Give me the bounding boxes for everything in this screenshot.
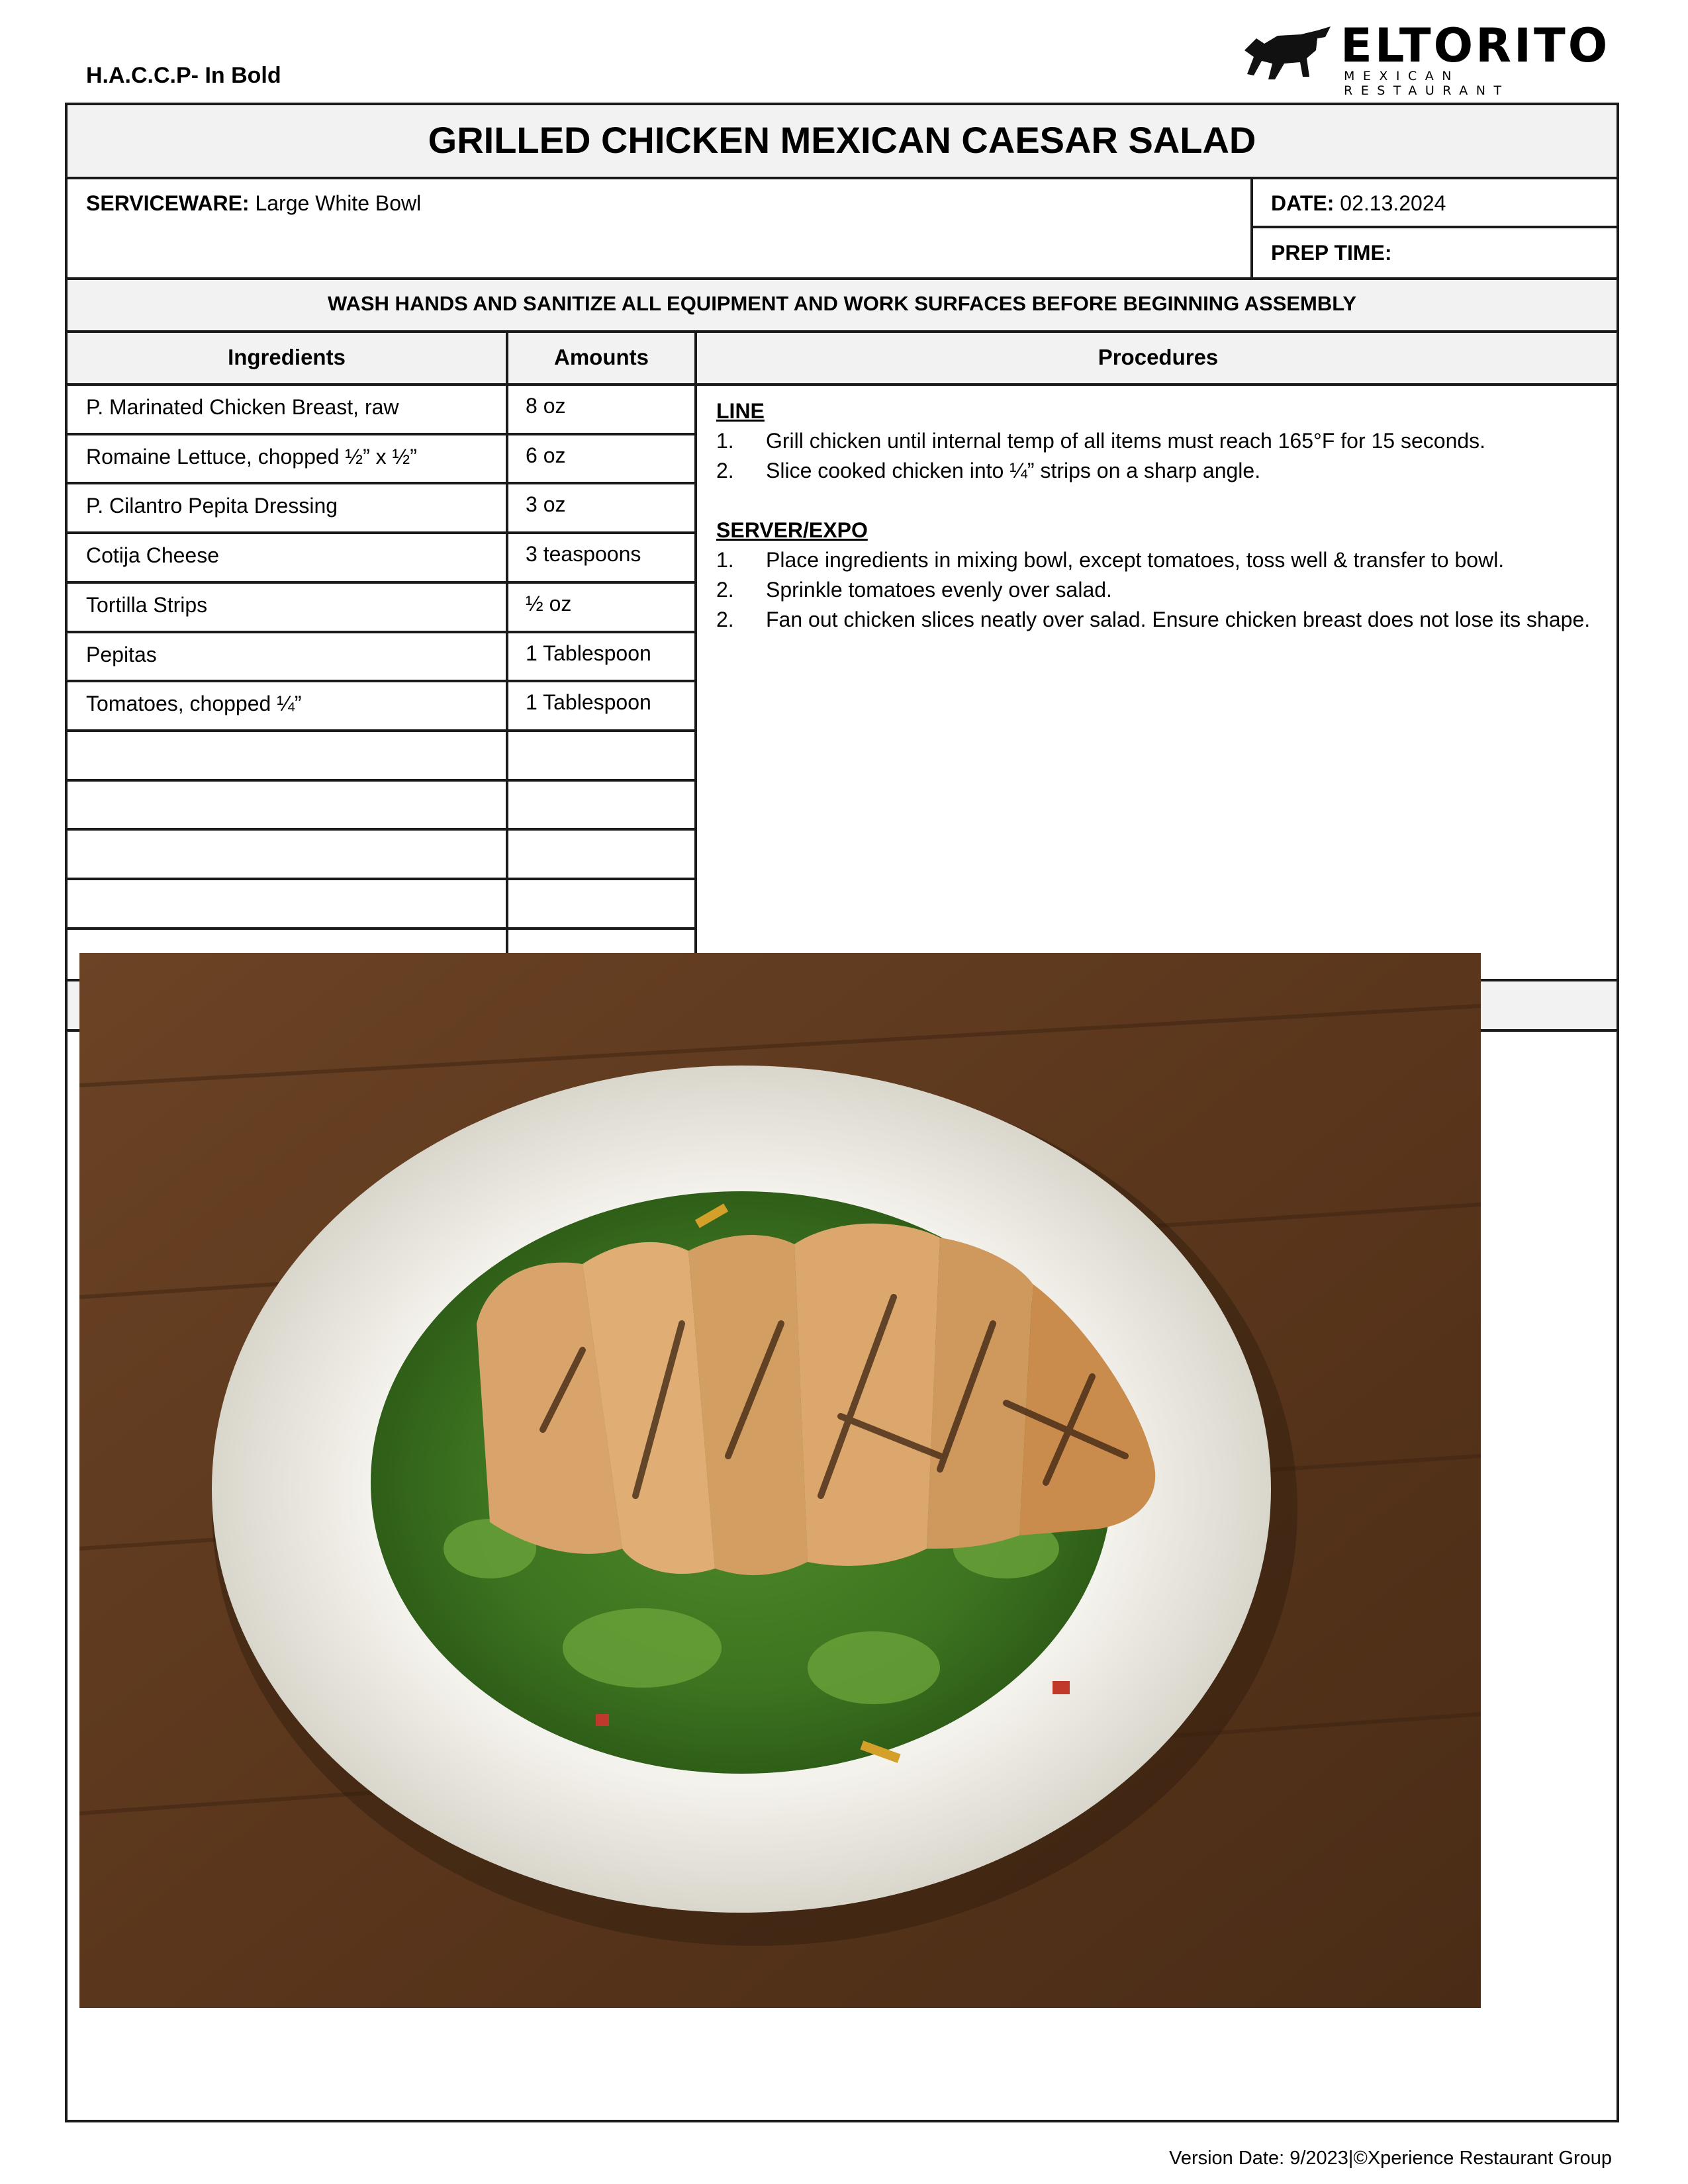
ingredient-cell: P. Marinated Chicken Breast, raw <box>86 395 399 419</box>
version-footer: Version Date: 9/2023|©Xperience Restaurant Group <box>1169 2148 1612 2169</box>
ingredient-cell: Cotija Cheese <box>86 543 219 568</box>
haccp-note: H.A.C.C.P- In Bold <box>86 63 281 88</box>
step-text: Grill chicken until internal temp of all items must reach 165°F for 15 seconds. <box>766 429 1486 453</box>
procedure-step <box>716 605 1613 635</box>
step-number: 1. <box>716 429 734 453</box>
amounts-header: Amounts <box>554 345 649 369</box>
procedure-step <box>716 426 1613 456</box>
procedure-step <box>716 575 1613 605</box>
step-text: Fan out chicken slices neatly over salad. Ensure chicken breast does not lose its shape. <box>766 608 1591 631</box>
wash-notice: WASH HANDS AND SANITIZE ALL EQUIPMENT AND WORK SURFACES BEFORE BEGINNING ASSEMBLY <box>327 292 1357 315</box>
procedures-header: Procedures <box>1098 345 1219 369</box>
step-number: 2. <box>716 578 734 602</box>
amount-cell: 8 oz <box>526 394 566 418</box>
date-field: DATE: 02.13.2024 <box>1271 191 1446 215</box>
ingredients-header: Ingredients <box>228 345 346 369</box>
salad-photo <box>79 953 1481 2008</box>
step-number: 1. <box>716 548 734 572</box>
amount-cell: 3 teaspoons <box>526 542 641 567</box>
logo-wordmark: ELTORITO <box>1340 19 1611 73</box>
el-torito-logo <box>1238 19 1628 98</box>
procedure-step <box>716 456 1613 486</box>
server-section-title: SERVER/EXPO <box>716 518 868 542</box>
step-number: 2. <box>716 459 734 482</box>
procedure-step <box>716 545 1613 575</box>
prep-time-field: PREP TIME: <box>1271 241 1392 265</box>
step-number: 2. <box>716 608 734 631</box>
ingredient-cell: Tortilla Strips <box>86 592 208 617</box>
amount-cell: 1 Tablespoon <box>526 690 651 715</box>
procedures-text <box>716 396 1613 635</box>
bull-icon <box>1238 24 1337 83</box>
amount-cell: 3 oz <box>526 492 566 517</box>
ingredient-cell: Pepitas <box>86 642 157 666</box>
step-text: Slice cooked chicken into ¼” strips on a sharp angle. <box>766 459 1261 482</box>
amount-cell: ½ oz <box>526 591 572 615</box>
step-text: Sprinkle tomatoes evenly over salad. <box>766 578 1112 602</box>
recipe-title: GRILLED CHICKEN MEXICAN CAESAR SALAD <box>428 119 1256 161</box>
step-text: Place ingredients in mixing bowl, except tomatoes, toss well & transfer to bowl. <box>766 548 1505 572</box>
ingredient-cell: P. Cilantro Pepita Dressing <box>86 494 338 518</box>
logo-tagline: MEXICAN RESTAURANT <box>1344 69 1510 98</box>
serviceware-field: SERVICEWARE: Large White Bowl <box>86 191 422 215</box>
line-section-title: LINE <box>716 399 765 423</box>
amount-cell: 1 Tablespoon <box>526 641 651 665</box>
ingredient-cell: Tomatoes, chopped ¼” <box>86 692 302 716</box>
ingredient-cell: Romaine Lettuce, chopped ½” x ½” <box>86 444 417 469</box>
amount-cell: 6 oz <box>526 443 566 467</box>
